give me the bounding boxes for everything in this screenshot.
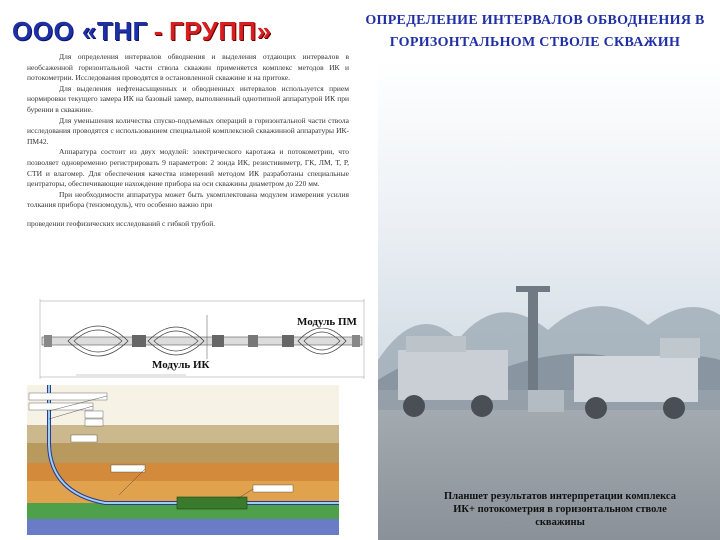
photo-caption-line-3: скважины	[535, 517, 585, 528]
horizontal-well-illustration	[27, 385, 339, 535]
photo-caption	[410, 490, 710, 529]
paragraph-1: Для определения интервалов обводнения и выделения отдающих интервалов в необсаженной горизонтальной части ствола скважин применяется комплекс методов ИК и потокометрии. Исследования проводятся в остановленной скважине и на притоке.	[27, 52, 349, 83]
logo-separator: -	[153, 15, 163, 46]
photo-caption-line-2: ИК+ потокометрия в горизонтальном стволе	[453, 504, 667, 515]
paragraph-3: Для уменьшения количества спуско-подъемных операций в горизонтальной части ствола исследования проводятся с использованием специальной комплексной скважинной аппаратуры ИК-ПМ42.	[27, 115, 349, 146]
paragraph-6: проведении геофизических исследований с гибкой трубой.	[27, 218, 216, 228]
photo-caption-line-1: Планшет результатов интерпретации комплекса	[444, 491, 676, 502]
background-photo	[378, 60, 720, 540]
module-ik-label: Модуль ИК	[152, 359, 210, 371]
title-line-1: ОПРЕДЕЛЕНИЕ ИНТЕРВАЛОВ ОБВОДНЕНИЯ В	[365, 13, 705, 28]
logo-text-accent: ГРУПП»	[168, 15, 272, 46]
body-text	[27, 52, 349, 230]
paragraph-4: Аппаратура состоит из двух модулей: электрического каротажа и потокометрии, что позволяет одновременно регистрировать 9 параметров: 2 зонда ИК, резистивиметр, ГК, ЛМ, Т, Р, СТИ и влагомер. Для обеспечения качества измерений методом ИК разработаны специальные центраторы, обеспечивающие нахождение прибора на оси скважины диаметром до 220 мм.	[27, 147, 349, 189]
paragraph-5: При необходимости аппаратура может быть укомплектована модулем измерения усилия толкания прибора (тензомодуль), что особенно важно при	[27, 189, 349, 210]
module-pm-label: Модуль ПМ	[297, 316, 357, 328]
title-line-2: ГОРИЗОНТАЛЬНОМ СТВОЛЕ СКВАЖИН	[389, 35, 681, 50]
logo-text-main: ООО «ТНГ	[12, 15, 148, 46]
company-logo	[12, 14, 272, 48]
paragraph-2: Для выделения нефтенасыщенных и обводненных интервалов используется прием нормировки текущего замера ИК на базовый замер, выполненный однотипной аппаратурой ИК при бурении в скважине.	[27, 83, 349, 114]
page-title	[350, 10, 720, 54]
